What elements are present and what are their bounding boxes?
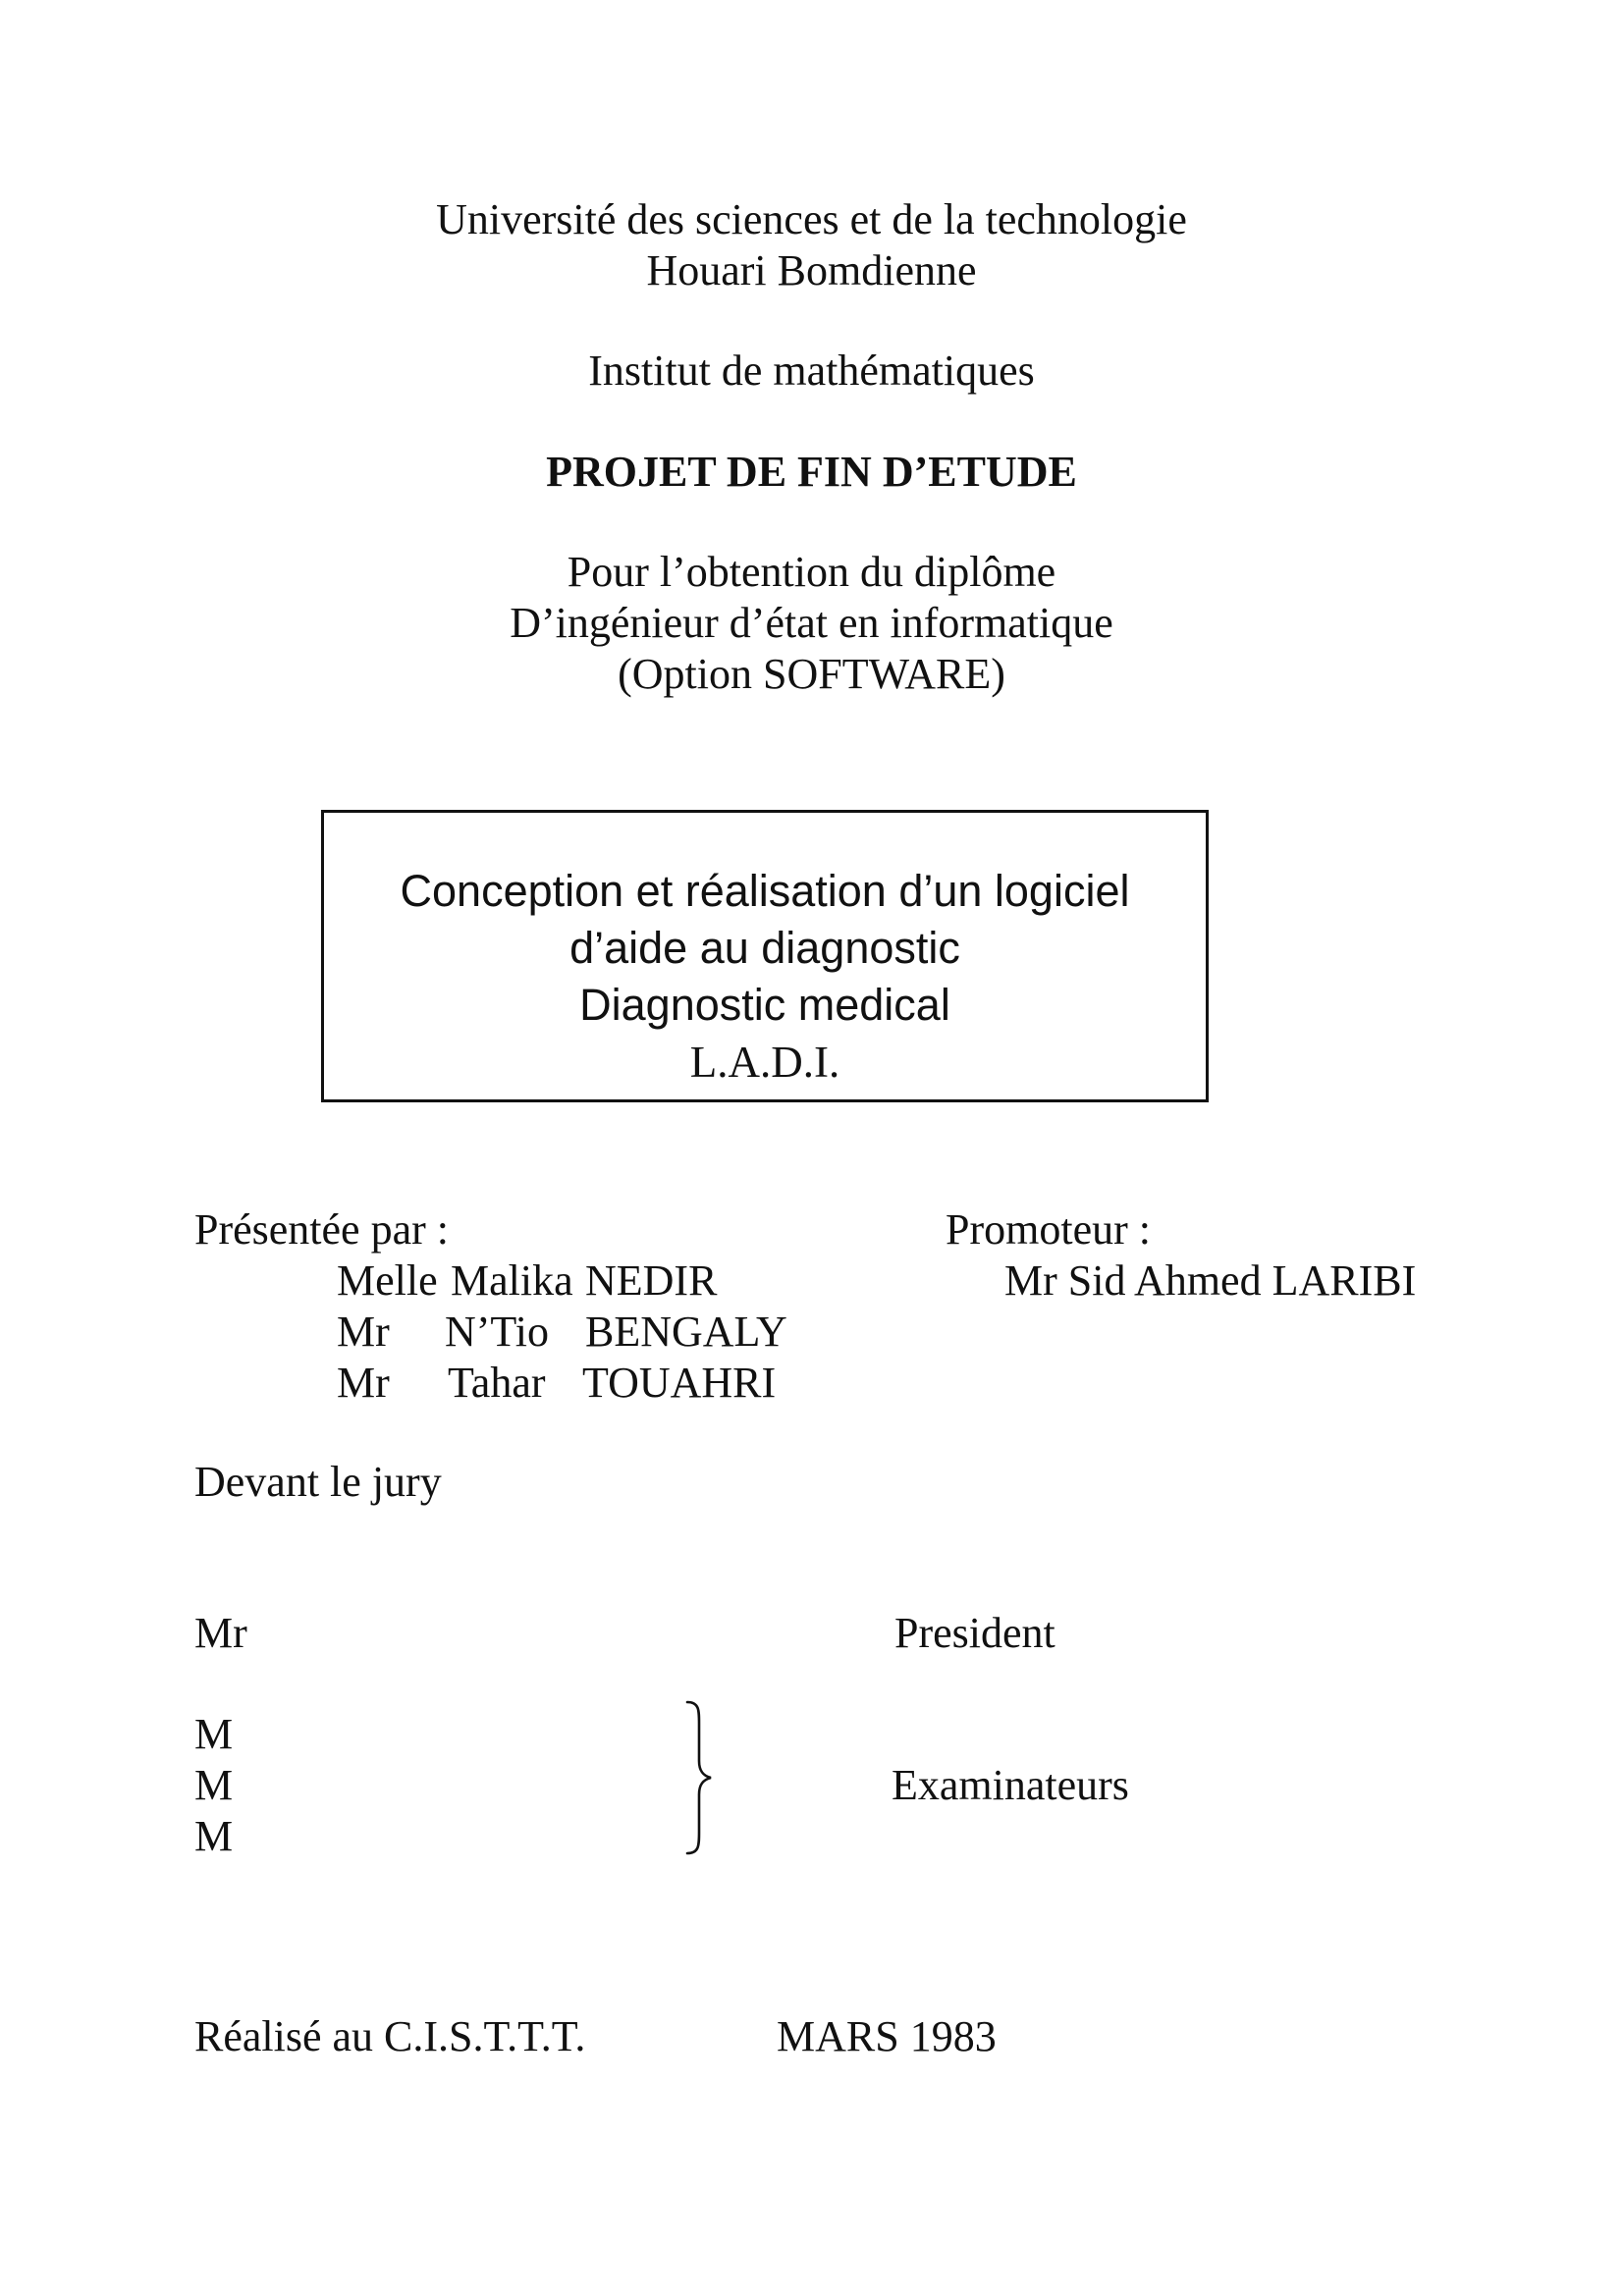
author-title: Mr: [337, 1359, 390, 1407]
project-type-heading: PROJET DE FIN D’ETUDE: [546, 448, 1077, 496]
university-name-line1: Université des sciences et de la technologie: [436, 195, 1187, 243]
realization-place: Réalisé au C.I.S.T.T.T.: [194, 2012, 586, 2060]
thesis-title-line1: Conception et réalisation d’un logiciel: [400, 866, 1130, 916]
author-title: Mr: [337, 1308, 390, 1356]
university-name-line2: Houari Bomdienne: [646, 246, 977, 294]
purpose-line3: (Option SOFTWARE): [618, 650, 1005, 698]
purpose-line1: Pour l’obtention du diplôme: [567, 548, 1056, 596]
author-first-name: Tahar: [448, 1359, 546, 1407]
institute-name: Institut de mathématiques: [588, 347, 1035, 395]
author-last-name: NEDIR: [585, 1256, 718, 1305]
author-last-name: BENGALY: [585, 1308, 787, 1356]
examiner-prefix: M: [194, 1761, 234, 1809]
author-last-name: TOUAHRI: [582, 1359, 777, 1407]
promoter-name: Mr Sid Ahmed LARIBI: [1004, 1256, 1417, 1305]
purpose-line2: D’ingénieur d’état en informatique: [510, 599, 1113, 647]
thesis-title-line2: d’aide au diagnostic: [569, 923, 960, 973]
examiner-prefix: M: [194, 1812, 234, 1860]
jury-label: Devant le jury: [194, 1458, 442, 1506]
thesis-title-box: [321, 810, 1209, 1102]
author-title: Melle: [337, 1256, 438, 1305]
thesis-title-line3: Diagnostic medical: [579, 980, 950, 1030]
examiner-prefix: M: [194, 1710, 234, 1758]
realization-date: MARS 1983: [777, 2012, 997, 2060]
thesis-title-acronym: L.A.D.I.: [689, 1038, 840, 1087]
author-first-name: N’Tio: [445, 1308, 549, 1356]
presented-by-label: Présentée par :: [194, 1205, 449, 1254]
president-prefix: Mr: [194, 1609, 247, 1657]
right-brace-icon: [677, 1700, 717, 1855]
president-role: President: [894, 1609, 1055, 1657]
promoter-label: Promoteur :: [946, 1205, 1151, 1254]
examiners-role: Examinateurs: [892, 1761, 1129, 1809]
author-first-name: Malika: [451, 1256, 573, 1305]
